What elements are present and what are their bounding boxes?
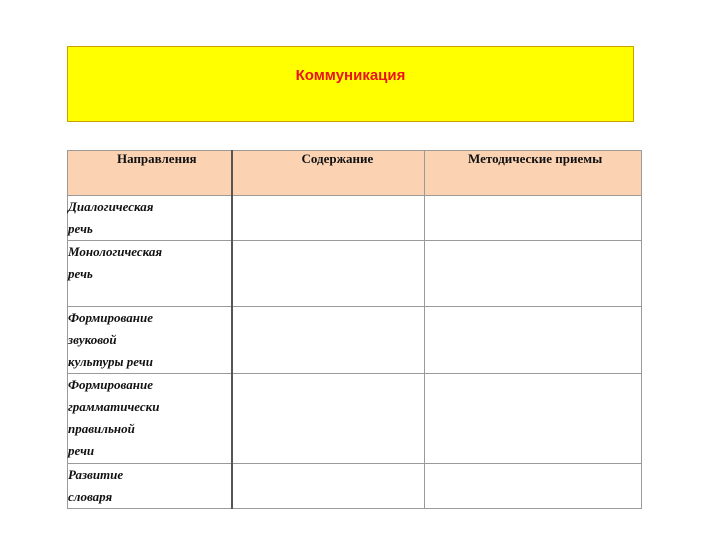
table-row (68, 374, 642, 464)
table-header-row (68, 151, 642, 196)
table-row (68, 241, 642, 307)
content-cell (232, 241, 425, 307)
methods-cell (425, 307, 642, 374)
page-title: Коммуникация (295, 67, 406, 84)
direction-cell: Монологическая речь (68, 241, 232, 307)
methods-cell (425, 464, 642, 509)
direction-cell: Формирование звуковой культуры речи (68, 307, 232, 374)
methods-table (67, 150, 642, 509)
header-content: Содержание (232, 151, 425, 196)
header-directions: Направления (68, 151, 232, 196)
content-cell (232, 464, 425, 509)
table-row (68, 307, 642, 374)
methods-cell (425, 241, 642, 307)
title-box (67, 46, 634, 122)
header-methods: Методические приемы (425, 151, 642, 196)
table-row (68, 196, 642, 241)
content-cell (232, 307, 425, 374)
direction-cell: Диалогическая речь (68, 196, 232, 241)
methods-cell (425, 374, 642, 464)
content-cell (232, 374, 425, 464)
direction-cell: Формирование грамматически правильной речи (68, 374, 232, 464)
table-row (68, 464, 642, 509)
methods-cell (425, 196, 642, 241)
direction-cell: Развитие словаря (68, 464, 232, 509)
content-cell (232, 196, 425, 241)
